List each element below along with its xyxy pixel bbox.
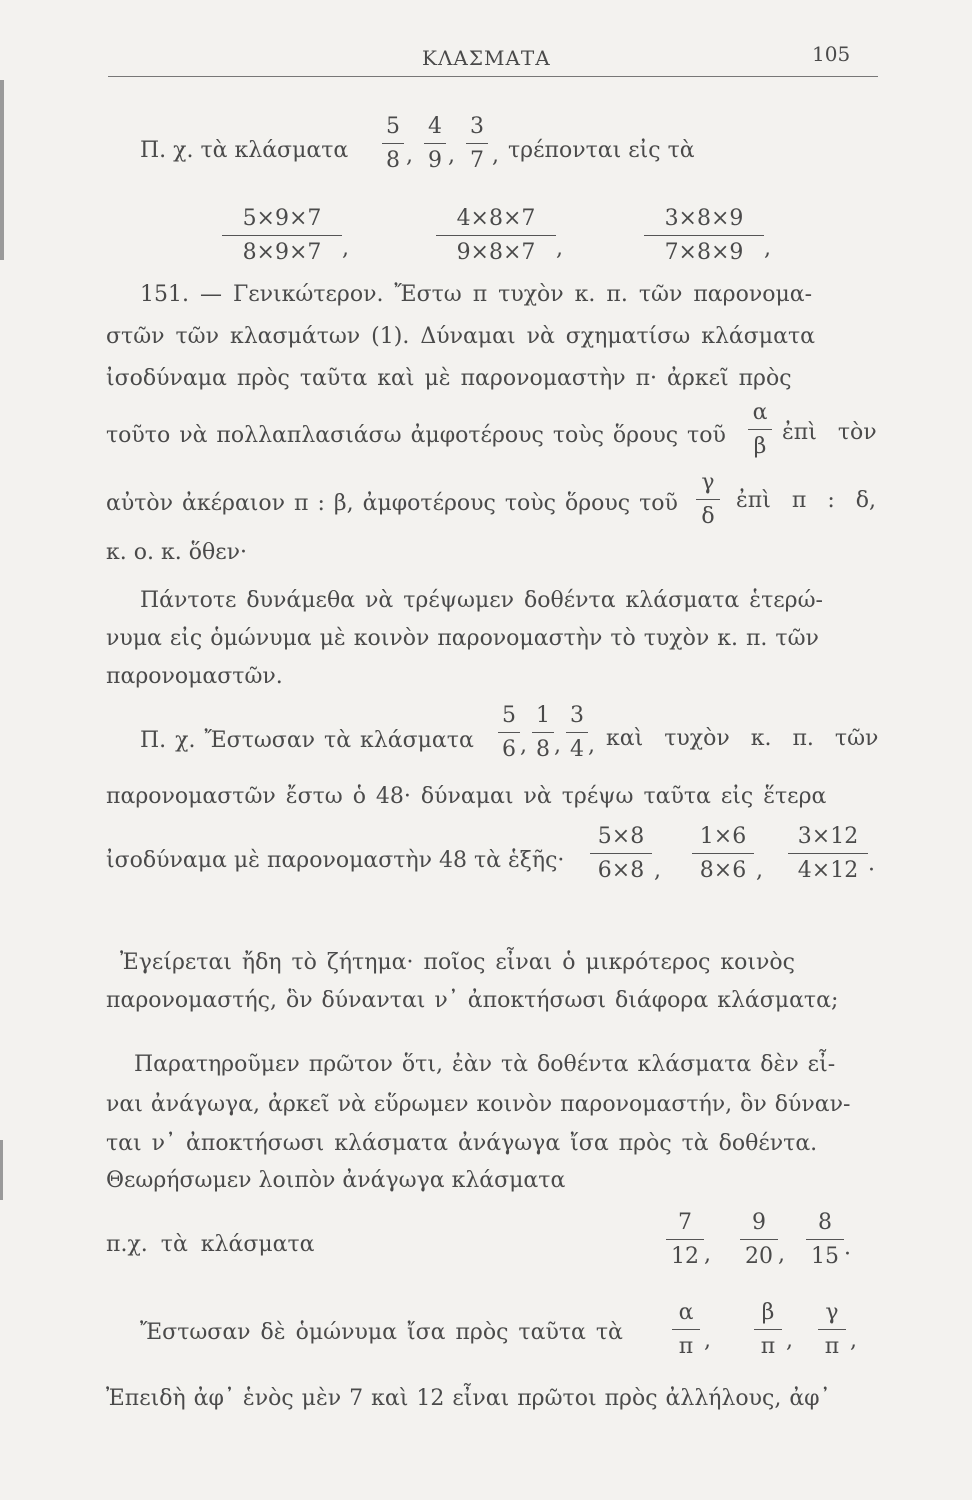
rule-paragraph-line-2: νυμα εἰς ὁμώνυμα μὲ κοινὸν παρονομαστὴν τὸ τυχὸν κ. π. τῶν [106, 626, 819, 651]
fraction-separator: , [850, 1328, 857, 1353]
fraction-denominator: 7 [470, 148, 484, 173]
fraction-separator: · [868, 858, 875, 883]
example2-fraction-3 [566, 705, 588, 761]
fraction-separator: , [588, 733, 595, 758]
fraction-denominator: 20 [745, 1244, 773, 1269]
observation-line-2: ναι ἀνάγωγα, ἀρκεῖ νὰ εὕρωμεν κοινὸν παρονομαστήν, ὃν δύναν- [106, 1092, 851, 1117]
fraction-bar [590, 853, 652, 854]
fraction-numerator: 3 [470, 114, 484, 139]
fraction-bar [436, 235, 556, 236]
fraction-denominator: 9 [428, 148, 442, 173]
fraction-denominator: δ [701, 504, 715, 529]
final-line-2: Ἐπειδὴ ἀφ᾽ ἑνὸς μὲν 7 καὶ 12 εἶναι πρῶτοι πρὸς ἀλλήλους, ἀφ᾽ [106, 1386, 831, 1411]
product-numerator: 4×8×7 [456, 206, 536, 231]
fraction-bar [788, 853, 868, 854]
fraction-numerator: 1 [536, 703, 550, 728]
rule-paragraph-line-3: παρονομαστῶν. [106, 664, 283, 689]
scan-edge-left-lower [0, 1140, 3, 1200]
example1-suffix: τρέπονται εἰς τὰ [508, 138, 695, 163]
fraction-separator: , [520, 733, 527, 758]
observation-line-1: Παρατηροῦμεν πρῶτον ὅτι, ἐὰν τὰ δοθέντα κλάσματα δὲν εἶ- [134, 1052, 836, 1077]
fraction-denominator: β [753, 434, 767, 459]
fraction-numerator: α [752, 400, 768, 425]
example2-line-3: ἰσοδύναμα μὲ παρονομαστὴν 48 τὰ ἑξῆς· [106, 848, 565, 873]
example1-product-1 [222, 208, 342, 264]
example1-product-2 [436, 208, 556, 264]
fraction-denominator: 8 [386, 148, 400, 173]
final-fraction-1 [672, 1302, 700, 1358]
example2-product-2 [692, 826, 754, 882]
fraction-bar [696, 499, 720, 500]
fraction-separator: , [778, 1242, 785, 1267]
final-line-1: Ἔστωσαν δὲ ὁμώνυμα ἴσα πρὸς ταῦτα τὰ [140, 1320, 623, 1345]
fraction-numerator: γ [701, 470, 715, 495]
fraction-bar [666, 1239, 704, 1240]
product-denominator: 8×6 [699, 858, 747, 883]
fraction-bar [748, 429, 772, 430]
product-numerator: 5×8 [597, 824, 645, 849]
fraction-separator: , [764, 236, 771, 261]
fraction-bar [672, 1329, 700, 1330]
observation-line-5: π.χ. τὰ κλάσματα [106, 1232, 315, 1257]
fraction-denominator: π [678, 1334, 694, 1359]
fraction-numerator: 8 [818, 1210, 832, 1235]
fraction-numerator: γ [825, 1300, 839, 1325]
fraction-separator: , [654, 858, 661, 883]
example2-line-2: παρονομαστῶν ἔστω ὁ 48· δύναμαι νὰ τρέψω ταῦτα εἰς ἕτερα [106, 784, 827, 809]
fraction-separator: , [704, 1242, 711, 1267]
fraction-bar [566, 732, 588, 733]
fraction-alpha-over-beta [748, 402, 772, 458]
fraction-numerator: α [678, 1300, 694, 1325]
fraction-numerator: 5 [386, 114, 400, 139]
product-numerator: 3×8×9 [664, 206, 744, 231]
fraction-separator: · [844, 1242, 851, 1267]
fraction-bar [754, 1329, 782, 1330]
fraction-bar [806, 1239, 844, 1240]
fraction-separator: , [556, 236, 563, 261]
fraction-numerator: 5 [502, 703, 516, 728]
product-denominator: 8×9×7 [242, 240, 322, 265]
fraction-denominator: π [760, 1334, 776, 1359]
final-fraction-3 [818, 1302, 846, 1358]
observation-line-4: Θεωρήσωμεν λοιπὸν ἀνάγωγα κλάσματα [106, 1168, 566, 1193]
fraction-bar [222, 235, 342, 236]
fraction-numerator: 4 [428, 114, 442, 139]
product-numerator: 3×12 [797, 824, 859, 849]
product-denominator: 6×8 [597, 858, 645, 883]
example1-product-3 [644, 208, 764, 264]
example1-fraction-1 [382, 116, 404, 172]
fraction-separator: , [704, 1328, 711, 1353]
product-denominator: 9×8×7 [456, 240, 536, 265]
fraction-separator: , [492, 143, 499, 168]
product-denominator: 4×12 [797, 858, 859, 883]
example2-fraction-1 [498, 705, 520, 761]
observation-fraction-3 [806, 1212, 844, 1268]
fraction-denominator: 4 [570, 737, 584, 762]
question-line-2: παρονομαστής, ὃν δύνανται ν᾽ ἀποκτήσωσι διάφορα κλάσματα; [106, 988, 839, 1013]
fraction-denominator: 6 [502, 737, 516, 762]
fraction-denominator: π [824, 1334, 840, 1359]
fraction-bar [382, 143, 404, 144]
section-151-line-6: κ. ο. κ. ὅθεν· [106, 540, 247, 565]
fraction-separator: , [554, 733, 561, 758]
fraction-denominator: 15 [811, 1244, 839, 1269]
example2-fraction-2 [532, 705, 554, 761]
fraction-bar [466, 143, 488, 144]
page-number: 105 [812, 42, 851, 66]
product-numerator: 1×6 [699, 824, 747, 849]
fraction-separator: , [342, 236, 349, 261]
observation-line-3: ται ν᾽ ἀποκτήσωσι κλάσματα ἀνάγωγα ἴσα πρὸς τὰ δοθέντα. [106, 1131, 818, 1156]
example2-suffix: καὶ τυχὸν κ. π. τῶν [606, 726, 879, 751]
example2-prefix: Π. χ. Ἔστωσαν τὰ κλάσματα [140, 728, 474, 753]
fraction-numerator: 9 [752, 1210, 766, 1235]
rule-paragraph-line-1: Πάντοτε δυνάμεθα νὰ τρέψωμεν δοθέντα κλάσματα ἑτερώ- [140, 588, 823, 613]
fraction-separator: , [448, 143, 455, 168]
section-151-line-1: 151. — Γενικώτερον. Ἔστω π τυχὸν κ. π. τῶν παρονομα- [140, 282, 813, 307]
fraction-separator: , [756, 858, 763, 883]
section-151-line-5-end: ἐπὶ π : δ, [736, 488, 876, 513]
fraction-bar [644, 235, 764, 236]
fraction-bar [740, 1239, 778, 1240]
section-151-line-4-start: τοῦτο νὰ πολλαπλασιάσω ἀμφοτέρους τοὺς ὅρους τοῦ [106, 423, 726, 448]
fraction-numerator: 7 [678, 1210, 692, 1235]
fraction-separator: , [786, 1328, 793, 1353]
scan-edge-left [0, 80, 4, 260]
fraction-denominator: 8 [536, 737, 550, 762]
example2-product-3 [788, 826, 868, 882]
observation-fraction-1 [666, 1212, 704, 1268]
fraction-numerator: 3 [570, 703, 584, 728]
section-151-line-2: στῶν τῶν κλασμάτων (1). Δύναμαι νὰ σχηματίσω κλάσματα [106, 324, 815, 349]
fraction-bar [692, 853, 754, 854]
question-line-1: Ἐγείρεται ἤδη τὸ ζήτημα· ποῖος εἶναι ὁ μικρότερος κοινὸς [120, 950, 795, 975]
observation-fraction-2 [740, 1212, 778, 1268]
section-151-line-4-end: ἐπὶ τὸν [782, 420, 877, 445]
fraction-bar [424, 143, 446, 144]
fraction-bar [818, 1329, 846, 1330]
fraction-bar [498, 732, 520, 733]
product-denominator: 7×8×9 [664, 240, 744, 265]
header-rule [108, 76, 878, 77]
running-head-title: ΚΛΑΣΜΑΤΑ [422, 46, 551, 70]
example1-prefix: Π. χ. τὰ κλάσματα [140, 138, 349, 163]
fraction-gamma-over-delta [696, 472, 720, 528]
section-151-line-3: ἰσοδύναμα πρὸς ταῦτα καὶ μὲ παρονομαστὴν π· ἀρκεῖ πρὸς [106, 366, 792, 391]
fraction-separator: , [406, 143, 413, 168]
fraction-denominator: 12 [671, 1244, 699, 1269]
fraction-numerator: β [761, 1300, 775, 1325]
final-fraction-2 [754, 1302, 782, 1358]
section-151-line-5-start: αὐτὸν ἀκέραιον π : β, ἀμφοτέρους τοὺς ὅρους τοῦ [106, 491, 678, 516]
product-numerator: 5×9×7 [242, 206, 322, 231]
fraction-bar [532, 732, 554, 733]
example2-product-1 [590, 826, 652, 882]
example1-fraction-2 [424, 116, 446, 172]
example1-fraction-3 [466, 116, 488, 172]
